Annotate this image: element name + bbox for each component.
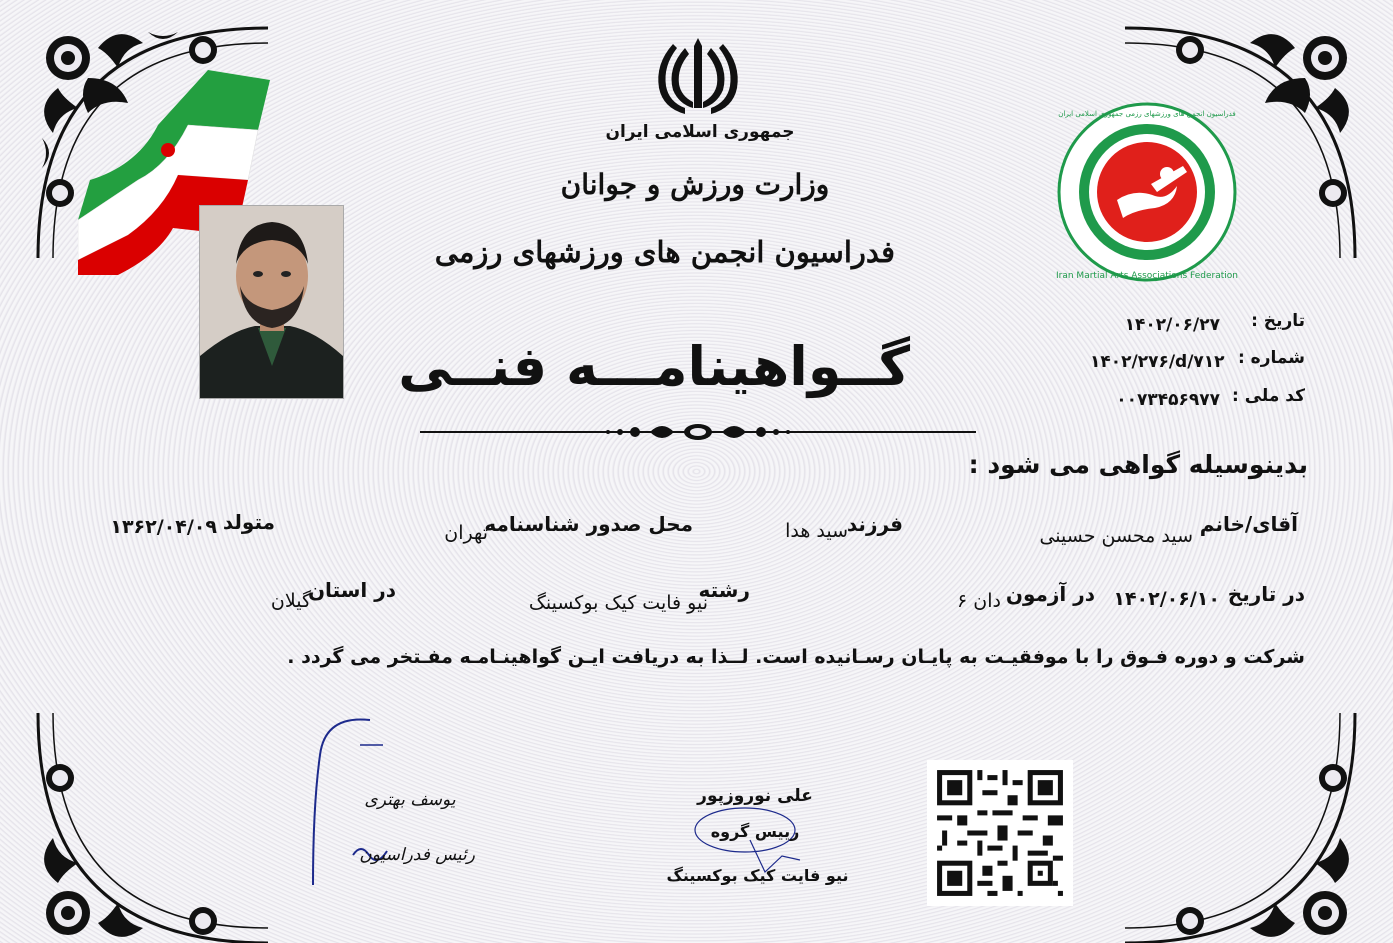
middle-signatory-group: نیو فایت کیک بوکسینگ xyxy=(666,866,849,885)
exam-value: دان ۶ xyxy=(957,590,1001,612)
date-label: تاریخ : xyxy=(1251,311,1305,331)
intro-text: بدینوسیله گواهی می شود : xyxy=(968,450,1308,479)
issue-place-label: محل صدور شناسنامه xyxy=(484,512,693,536)
iran-emblem-icon xyxy=(655,38,741,114)
child-label: فرزند xyxy=(846,512,903,536)
left-signatory-title: رئیس فدراسیون xyxy=(359,845,475,865)
exam-date-label: در تاریخ xyxy=(1227,582,1305,606)
left-signatory-name: یوسف بهتری xyxy=(364,790,456,810)
province-value: گیلان xyxy=(270,590,311,612)
ornamental-divider xyxy=(420,418,976,448)
birth-label: متولد xyxy=(222,510,275,534)
logo-text-fa: فدراسیون انجمن های ورزشهای رزمی جمهوری اسلامی ایران xyxy=(1058,110,1236,118)
qr-code[interactable] xyxy=(927,760,1073,906)
province-label: در استان xyxy=(307,578,396,602)
birth-value: ۱۳۶۲/۰۴/۰۹ xyxy=(110,516,217,538)
person-value: سید محسن حسینی xyxy=(1039,525,1193,547)
person-label: آقای/خانم xyxy=(1199,512,1298,536)
field-value: نیو فایت کیک بوکسینگ xyxy=(528,592,708,614)
number-value: ۱۴۰۲/۲۷۶/d/۷۱۲ xyxy=(1090,352,1225,372)
field-label: رشته xyxy=(698,578,750,602)
logo-text-en: Iran Martial Arts Associations Federation xyxy=(1056,271,1238,281)
federation-heading: فدراسیون انجمن های ورزشهای رزمی xyxy=(434,235,895,269)
holder-photo xyxy=(199,205,344,399)
national-code-label: کد ملی : xyxy=(1231,386,1305,406)
child-value: سید هدا xyxy=(785,520,848,542)
number-label: شماره : xyxy=(1237,348,1305,368)
date-value: ۱۴۰۲/۰۶/۲۷ xyxy=(1124,315,1220,335)
certificate-title: گــواهینامـــه فنــی xyxy=(398,335,910,398)
federation-logo xyxy=(1055,100,1240,285)
ministry-heading: وزارت ورزش و جوانان xyxy=(560,168,830,201)
portrait-image xyxy=(200,206,343,398)
closing-text: شرکت و دوره فـوق را با موفقیـت به پایـان رسـانیده است. لــذا به دریافت ایـن گواهینـامـه مفـتخر می گردد . xyxy=(287,646,1305,668)
corner-ornament-bottom-left xyxy=(28,703,278,943)
exam-date-value: ۱۴۰۲/۰۶/۱۰ xyxy=(1113,588,1220,610)
exam-label: در آزمون xyxy=(1005,582,1095,606)
middle-signatory-title: رییس گروه xyxy=(710,822,800,841)
republic-heading: جمهوری اسلامی ایران xyxy=(605,122,795,142)
corner-ornament-bottom-right xyxy=(1115,703,1365,943)
issue-place-value: تهران xyxy=(444,522,488,544)
qr-code-icon xyxy=(927,760,1073,906)
middle-signatory-name: علی نوروزپور xyxy=(697,786,813,806)
national-code-value: ۰۰۷۳۴۵۶۹۷۷ xyxy=(1116,390,1220,410)
